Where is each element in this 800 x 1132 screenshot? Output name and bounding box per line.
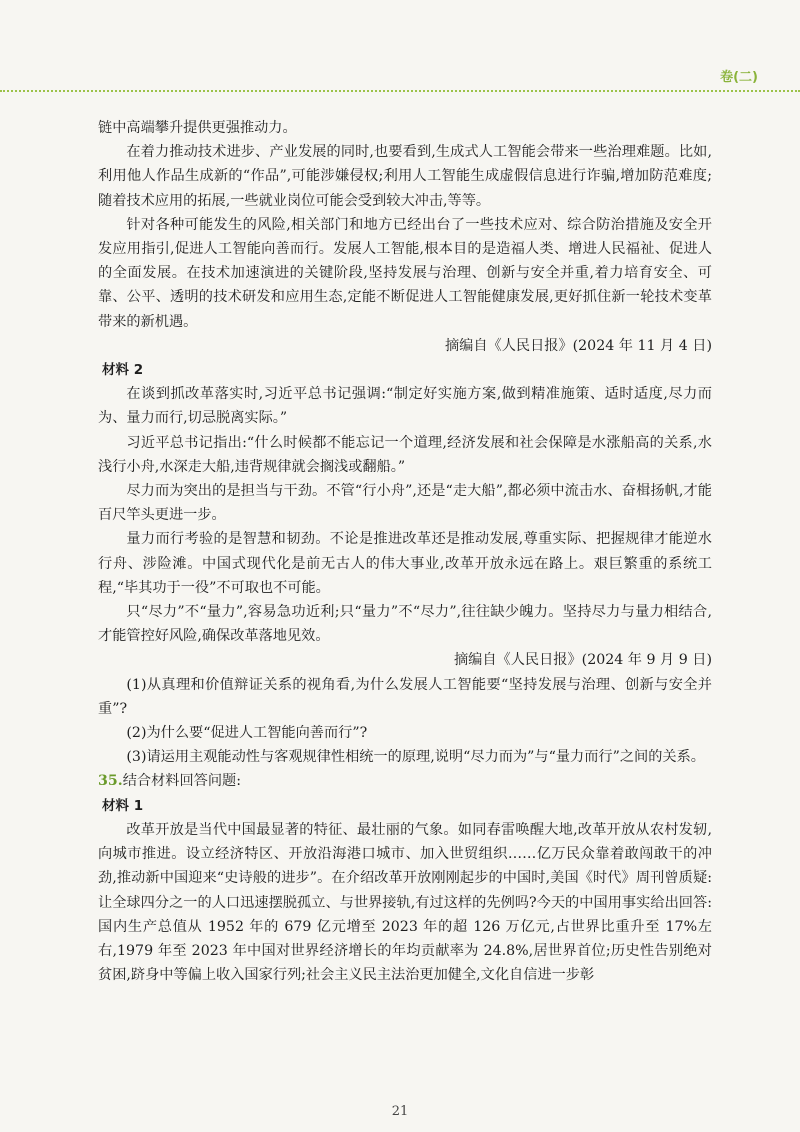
paragraph: 只“尽力”不“量力”,容易急功近利;只“量力”不“尽力”,往往缺少魄力。坚持尽力与量力相结合,才能管控好风险,确保改革落地见效。 [98,604,712,645]
paragraph: 尽力而为突出的是担当与干劲。不管“行小舟”,还是“走大船”,都必须中流击水、奋楫扬帆,才能百尺竿头更进一步。 [98,483,712,524]
paragraph: 改革开放是当代中国最显著的特征、最壮丽的气象。如同春雷唤醒大地,改革开放从农村发轫,向城市推进。设立经济特区、开放沿海港口城市、加入世贸组织……亿万民众靠着敢闯敢干的冲劲,推动新中国迎来“史诗般的进步”。在介绍改革开放刚刚起步的中国时,美国《时代》周刊曾质疑:让全球四分之一的人口迅速摆脱孤立、与世界接轨,有过这样的先例吗?今天的中国用事实给出回答:国内生产总值从 1952 年的 679 亿元增至 2023 年的超 126 万亿元,占世界比重升至 17%左右,1979 年至 2023 年中国对世界经济增长的年均贡献率为 24.8%,居世界首位;历史性告别绝对贫困,跻身中等偏上收入国家行列;社会主义民主法治更加健全,文化自信进一步彰 [98,821,712,984]
material-heading: 材料 1 [102,797,144,814]
paragraph: 量力而行考验的是智慧和韧劲。不论是推进改革还是推动发展,尊重实际、把握规律才能逆水行舟、涉险滩。中国式现代化是前无古人的伟大事业,改革开放永远在路上。艰巨繁重的系统工程,“毕其功于一役”不可取也不可能。 [98,531,712,596]
volume-tag: 卷(二) [720,70,758,85]
material-heading: 材料 2 [102,362,144,379]
question-number: 35. [98,773,123,790]
paragraph: 习近平总书记指出:“什么时候都不能忘记一个道理,经济发展和社会保障是水涨船高的关系,水浅行小舟,水深走大船,违背规律就会搁浅或翻船。” [98,434,712,475]
paragraph: 链中高端攀升提供更强推动力。 [98,120,297,136]
source-citation: 摘编自《人民日报》(2024 年 9 月 9 日) [453,652,712,669]
question-3: (3)请运用主观能动性与客观规律性相统一的原理,说明“尽力而为”与“量力而行”之间的关系。 [126,749,705,766]
page-number: 21 [391,1104,409,1119]
header-divider [0,90,800,92]
question-1: (1)从真理和价值辩证关系的视角看,为什么发展人工智能要“坚持发展与治理、创新与安全并重”? [98,676,712,717]
page-content [98,116,712,987]
question-2: (2)为什么要“促进人工智能向善而行”? [126,725,368,742]
paragraph: 在谈到抓改革落实时,习近平总书记强调:“制定好实施方案,做到精准施策、适时适度,尽力而为、量力而行,切忌脱离实际。” [98,386,712,427]
paragraph: 针对各种可能发生的风险,相关部门和地方已经出台了一些技术应对、综合防治措施及安全开发应用指引,促进人工智能向善而行。发展人工智能,根本目的是造福人类、增进人民福祉、促进人的全面发展。在技术加速演进的关键阶段,坚持发展与治理、创新与安全并重,着力培育安全、可靠、公平、透明的技术研发和应用生态,定能不断促进人工智能健康发展,更好抓住新一轮技术变革带来的新机遇。 [98,216,712,330]
question-text: 结合材料回答问题: [122,773,241,790]
question-35 [98,769,712,793]
source-citation: 摘编自《人民日报》(2024 年 11 月 4 日) [444,337,712,354]
paragraph: 在着力推动技术进步、产业发展的同时,也要看到,生成式人工智能会带来一些治理难题。比如,利用他人作品生成新的“作品”,可能涉嫌侵权;利用人工智能生成虚假信息进行诈骗,增加防范难度;随着技术应用的拓展,一些就业岗位可能会受到较大冲击,等等。 [98,144,712,209]
